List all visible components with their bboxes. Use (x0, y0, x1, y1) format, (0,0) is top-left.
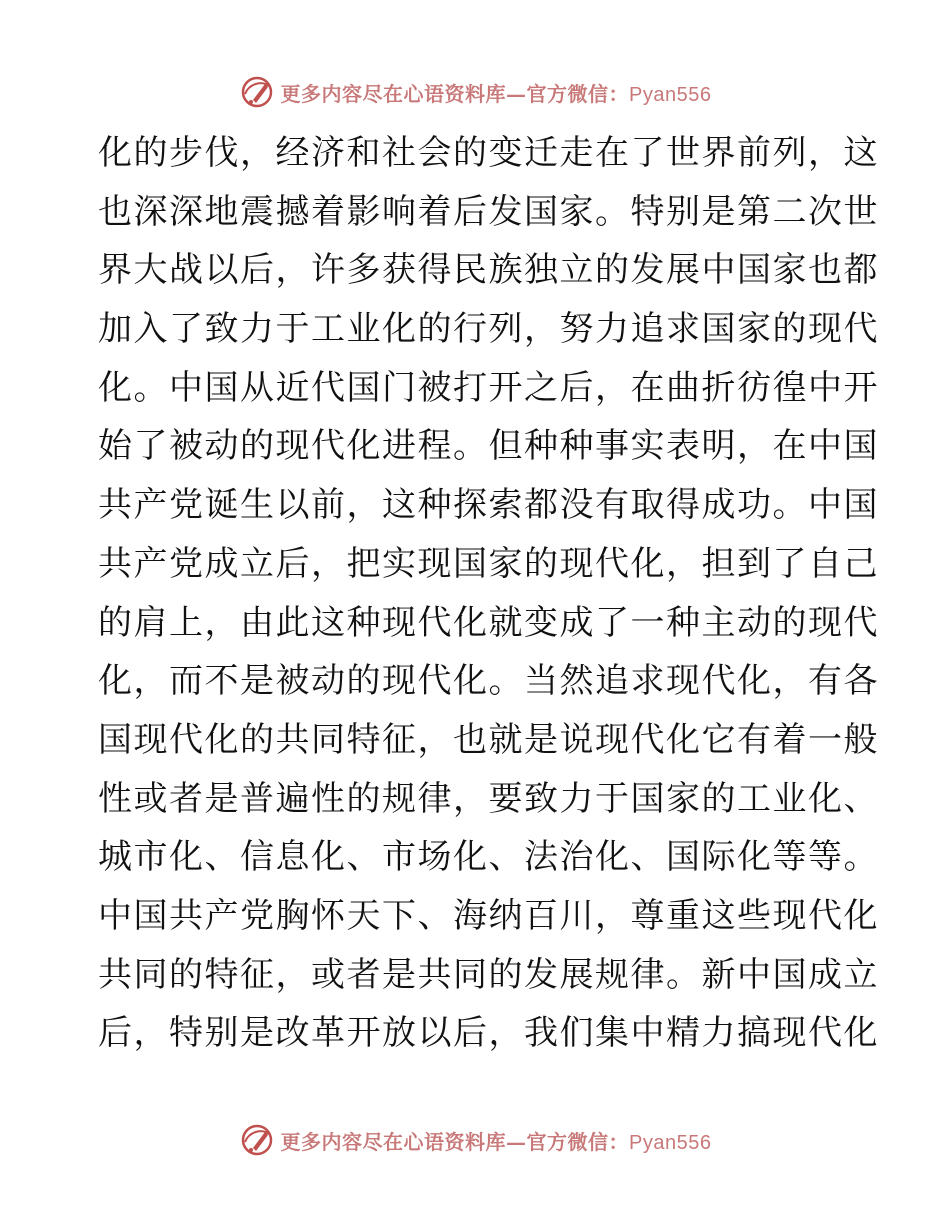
text-line: 化，而不是被动的现代化。当然追求现代化，有各 (98, 661, 879, 702)
text-line: 界大战以后，许多获得民族独立的发展中国家也都 (98, 250, 879, 291)
text-line: 后，特别是改革开放以后，我们集中精力搞现代化 (98, 1013, 879, 1054)
text-line: 始了被动的现代化进程。但种种事实表明，在中国 (98, 426, 879, 467)
header-watermark (0, 72, 950, 112)
pen-logo-icon (239, 1122, 275, 1158)
text-line: 国现代化的共同特征，也就是说现代化它有着一般 (98, 719, 879, 760)
text-line: 共产党诞生以前，这种探索都没有取得成功。中国 (98, 485, 879, 526)
text-line: 中国共产党胸怀天下、海纳百川，尊重这些现代化 (98, 895, 879, 936)
pen-logo-icon (239, 74, 275, 110)
text-line: 共同的特征，或者是共同的发展规律。新中国成立 (98, 954, 879, 995)
text-line: 的肩上，由此这种现代化就变成了一种主动的现代 (98, 602, 879, 643)
text-line: 化的步伐，经济和社会的变迁走在了世界前列，这 (98, 133, 879, 173)
text-line: 化。中国从近代国门被打开之后，在曲折彷徨中开 (98, 367, 879, 408)
text-line: 共产党成立后，把实现国家的现代化，担到了自己 (98, 543, 879, 584)
text-line: 性或者是普遍性的规律，要致力于国家的工业化、 (98, 778, 879, 819)
footer-watermark (0, 1120, 950, 1160)
watermark-label: 更多内容尽在心语资料库—官方微信：Pyan556 (280, 81, 712, 106)
watermark-label: 更多内容尽在心语资料库—官方微信：Pyan556 (280, 1129, 712, 1154)
document-body (98, 124, 879, 1063)
text-line: 加入了致力于工业化的行列，努力追求国家的现代 (98, 309, 879, 350)
text-line: 也深深地震撼着影响着后发国家。特别是第二次世 (98, 191, 879, 232)
text-line: 城市化、信息化、市场化、法治化、国际化等等。 (98, 837, 879, 878)
